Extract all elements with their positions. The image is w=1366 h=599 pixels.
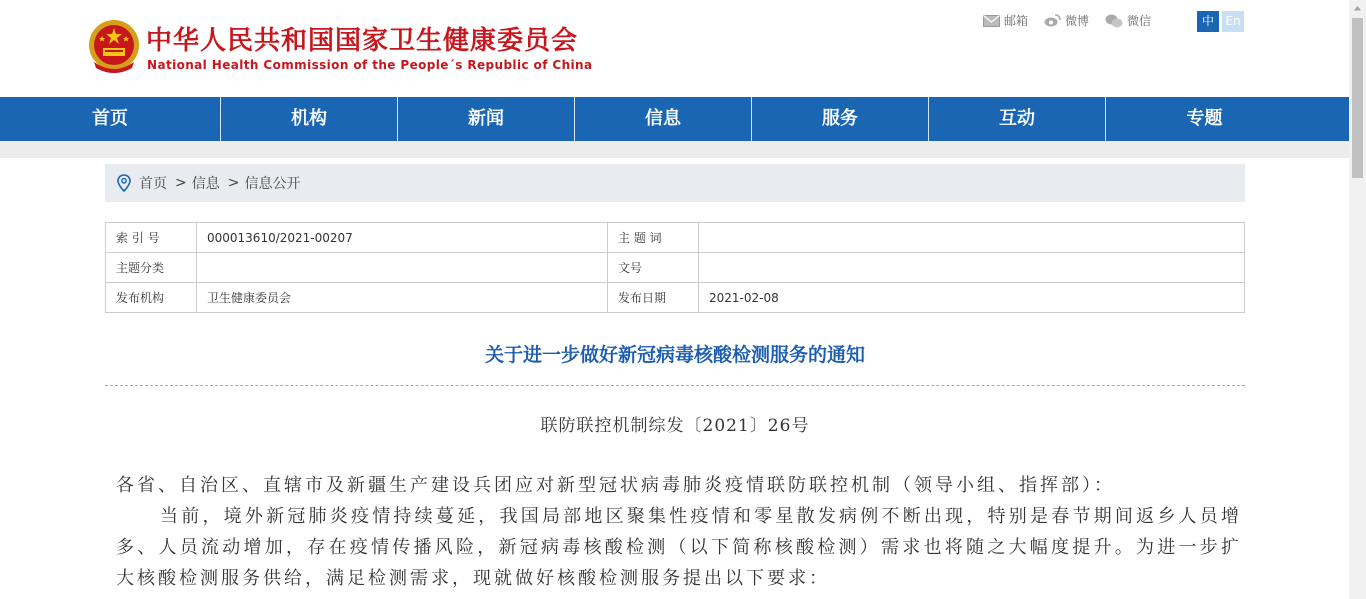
site-header — [0, 0, 1349, 97]
breadcrumb-home[interactable]: 首页 — [139, 176, 167, 192]
nav-item-topics-label: 专题 — [1186, 108, 1223, 129]
category-value — [197, 253, 608, 283]
national-emblem-logo[interactable] — [86, 18, 142, 76]
index-value: 000013610/2021-00207 — [197, 223, 608, 253]
site-title-cn[interactable]: 中华人民共和国国家卫生健康委员会 — [146, 26, 579, 56]
mail-label: 邮箱 — [1004, 14, 1029, 28]
nav-item-topics[interactable] — [1106, 97, 1349, 141]
vertical-scrollbar[interactable] — [1349, 0, 1366, 599]
nav-item-org[interactable]: 机构 — [221, 97, 398, 141]
breadcrumb-separator: > — [227, 175, 240, 191]
paragraph: 当前，境外新冠肺炎疫情持续蔓延，我国局部地区聚集性疫情和零星散发病例不断出现，特别是春节期间返乡人员增多、人员流动增加，存在疫情传播风险，新冠病毒核酸检测（以下简称核酸检测）需求也将随之大幅度提升。为进一步扩大核酸检测服务供给，满足检测需求，现就做好核酸检测服务提出以下要求： — [116, 506, 1242, 589]
salutation: 各省、自治区、直辖市及新疆生产建设兵团应对新型冠状病毒肺炎疫情联防联控机制（领导小组、指挥部）： — [116, 475, 1115, 496]
wechat-link[interactable] — [1105, 12, 1151, 29]
document-title: 关于进一步做好新冠病毒核酸检测服务的通知 — [484, 344, 865, 366]
breadcrumb-info[interactable]: 信息 — [191, 176, 220, 192]
weibo-link[interactable] — [1044, 12, 1089, 29]
table-row — [106, 283, 1245, 313]
docno-label: 文号 — [608, 253, 699, 283]
category-label: 主题分类 — [106, 253, 197, 283]
weibo-label: 微博 — [1065, 14, 1090, 28]
title-divider — [105, 385, 1245, 386]
nav-item-info[interactable]: 信息 — [575, 97, 752, 141]
top-links — [983, 12, 1167, 29]
nav-item-news[interactable]: 新闻 — [398, 97, 575, 141]
weibo-icon — [1044, 14, 1061, 27]
nav-item-interaction[interactable]: 互动 — [929, 97, 1106, 141]
scrollbar-thumb[interactable] — [1352, 18, 1363, 178]
issuer-value: 卫生健康委员会 — [197, 283, 608, 313]
lang-zh-button[interactable]: 中 — [1197, 11, 1219, 32]
nav-item-service[interactable]: 服务 — [752, 97, 929, 141]
breadcrumb — [105, 164, 1245, 202]
scroll-up-arrow-icon[interactable] — [1349, 0, 1366, 17]
nav-shadow-band — [0, 141, 1349, 158]
main-nav — [0, 97, 1349, 141]
subject-label: 主 题 词 — [608, 223, 699, 253]
breadcrumb-separator: > — [175, 175, 187, 191]
table-row — [106, 253, 1245, 283]
table-row — [106, 223, 1245, 253]
docno-value — [699, 253, 1245, 283]
lang-en-button[interactable]: En — [1222, 11, 1244, 32]
document-body — [116, 470, 1242, 594]
document-number: 联防联控机制综发〔2021〕26号 — [540, 416, 810, 436]
subject-value — [699, 223, 1245, 253]
date-value: 2021-02-08 — [699, 283, 1245, 313]
breadcrumb-disclosure[interactable]: 信息公开 — [244, 176, 301, 192]
nav-item-home[interactable]: 首页 — [0, 97, 221, 141]
wechat-label: 微信 — [1127, 14, 1152, 28]
index-label: 索 引 号 — [106, 223, 197, 253]
site-title-en[interactable]: National Health Commission of the People´s Republic of China — [147, 58, 593, 72]
location-pin-icon — [117, 174, 131, 192]
document-info-table — [105, 222, 1245, 313]
wechat-icon — [1105, 14, 1123, 28]
date-label: 发布日期 — [608, 283, 699, 313]
mail-link[interactable] — [983, 12, 1028, 29]
issuer-label: 发布机构 — [106, 283, 197, 313]
mail-icon — [983, 15, 1000, 27]
